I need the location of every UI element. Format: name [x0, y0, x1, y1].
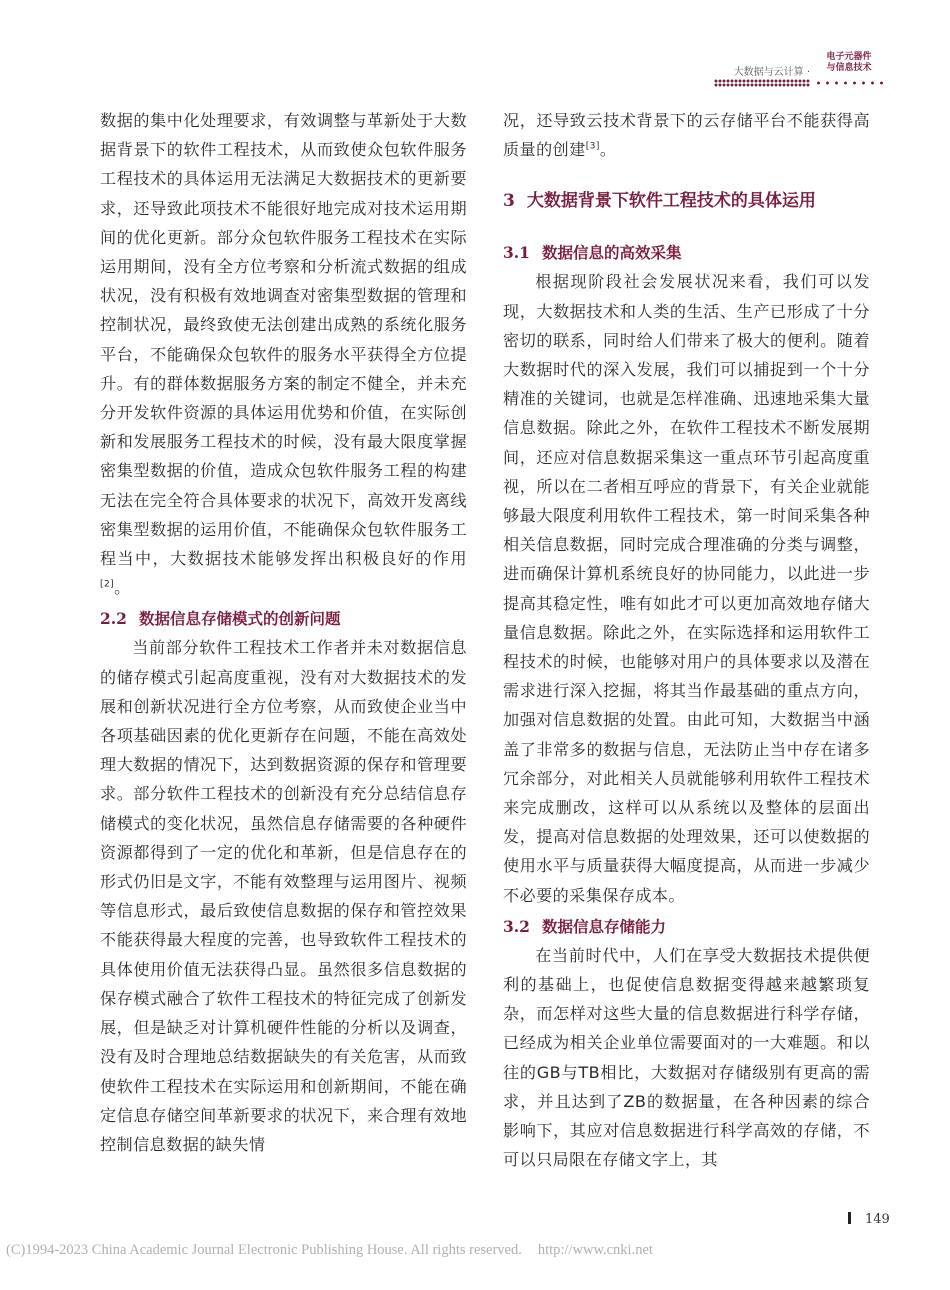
citation-ref: [3]	[585, 141, 600, 152]
paragraph-right-3: 根据现阶段社会发展状况来看，我们可以发现，大数据技术和人类的生活、生产已形成了十分密切的联系，同时给人们带来了极大的便利。随着大数据时代的深入发展，我们可以捕捉到一个十分精准的关键词，也就是怎样准确、迅速地采集大量信息数据。除此之外，在软件工程技术不断发展期间，还应对信息数据采集这一重点环节引起高度重视，所以在二者相互呼应的背景下，有关企业就能够最大限度利用软件工程技术，第一时间采集各种相关信息数据，同时完成合理准确的分类与调整，进而确保计算机系统良好的协同能力，以此进一步提高其稳定性，唯有如此才可以更加高效地存储大量信息数据。除此之外，在实际选择和运用软件工程技术的时候，也能够对用户的具体要求以及潜在需求进行深入挖掘，将其当作最基础的重点方向，加强对信息数据的处置。由此可知，大数据当中涵盖了非常多的数据与信息，无法防止当中存在诸多冗余部分，对此相关人员就能够利用软件工程技术来完成删改，这样可以从系统以及整体的层面出发，提高对信息数据的处理效果，还可以使数据的使用水平与质量获得大幅度提高，从而进一步减少不必要的采集保存成本。	[503, 272, 870, 905]
paragraph-right-4: 在当前时代中，人们在享受大数据技术提供便利的基础上，也促使信息数据变得越来越繁琐复杂，而怎样对这些大量的信息数据进行科学存储，已经成为相关企业单位需要面对的一大难题。和以往的GB与TB相比，大数据对存储级别有更高的需求，并且达到了ZB的数据量，在各种因素的综合影响下，其应对信息数据进行科学高效的存储，不可以只局限在存储文字上，其	[503, 945, 870, 1170]
copyright-footer	[6, 1242, 946, 1259]
copyright-text: (C)1994-2023 China Academic Journal Electronic Publishing House. All rights reserved.	[6, 1242, 522, 1258]
left-column	[100, 106, 467, 1159]
paragraph-right-0: 况，还导致云技术背景下的云存储平台不能获得高质量的创建[3]。	[503, 111, 870, 160]
citation-ref: [2]	[100, 579, 115, 590]
subsection-heading-2-2: 2.2 数据信息存储模式的创新问题	[100, 609, 341, 629]
journal-name	[814, 52, 884, 74]
journal-name-line2: 与信息技术	[826, 63, 872, 73]
running-header	[654, 52, 884, 92]
subsection-heading-3-2: 3.2 数据信息存储能力	[503, 916, 666, 936]
paragraph-left-1: 数据的集中化处理要求，有效调整与革新处于大数据背景下的软件工程技术，从而致使众包软件服务工程技术的具体运用无法满足大数据技术的更新要求，还导致此项技术不能很好地完成对技术运用期间的优化更新。部分众包软件服务工程技术在实际运用期间，没有全方位考察和分析流式数据的组成状况，没有积极有效地调查对密集型数据的管理和控制状况，最终致使无法创建出成熟的系统化服务平台，不能确保众包软件的服务水平获得全方位提升。有的群体数据服务方案的制定不健全，并未充分开发软件资源的具体运用优势和价值，在实际创新和发展服务工程技术的时候，没有最大限度掌握密集型数据的价值，造成众包软件服务工程的构建无法在完全符合具体要求的状况下，高效开发离线密集型数据的运用价值，不能确保众包软件服务工程当中，大数据技术能够发挥出积极良好的作用[2]。	[100, 111, 467, 598]
right-column	[503, 106, 870, 1175]
journal-name-line1: 电子元器件	[826, 52, 872, 62]
subsection-heading-3-1: 3.1 数据信息的高效采集	[503, 243, 682, 263]
page-number: 149	[848, 1212, 890, 1227]
header-dot-ornament	[714, 79, 810, 87]
section-heading-3: 3 大数据背景下软件工程技术的具体运用	[503, 191, 816, 212]
page-number-bar	[848, 1212, 851, 1224]
header-dot-ornament-small	[814, 79, 884, 87]
paragraph-left-2: 当前部分软件工程技术工作者并未对数据信息的储存模式引起高度重视，没有对大数据技术的发展和创新状况进行全方位考察，从而致使企业当中各项基础因素的优化更新存在问题，不能在高效处理大数据的情况下，达到数据资源的保存和管理要求。部分软件工程技术的创新没有充分总结信息存储模式的变化状况，虽然信息存储需要的各种硬件资源都得到了一定的优化和革新，但是信息存在的形式仍旧是文字，不能有效整理与运用图片、视频等信息形式，最后致使信息数据的保存和管控效果不能获得最大程度的完善，也导致软件工程技术的具体使用价值无法获得凸显。虽然很多信息数据的保存模式融合了软件工程技术的特征完成了创新发展，但是缺乏对计算机硬件性能的分析以及调查，没有及时合理地总结数据缺失的有关危害，从而致使软件工程技术在实际运用和创新期间，不能在确定信息存储空间革新要求的状况下，来合理有效地控制信息数据的缺失情	[100, 638, 467, 1154]
header-section-name: 大数据与云计算 ·	[733, 67, 810, 78]
footer-url: http://www.cnki.net	[537, 1242, 653, 1258]
